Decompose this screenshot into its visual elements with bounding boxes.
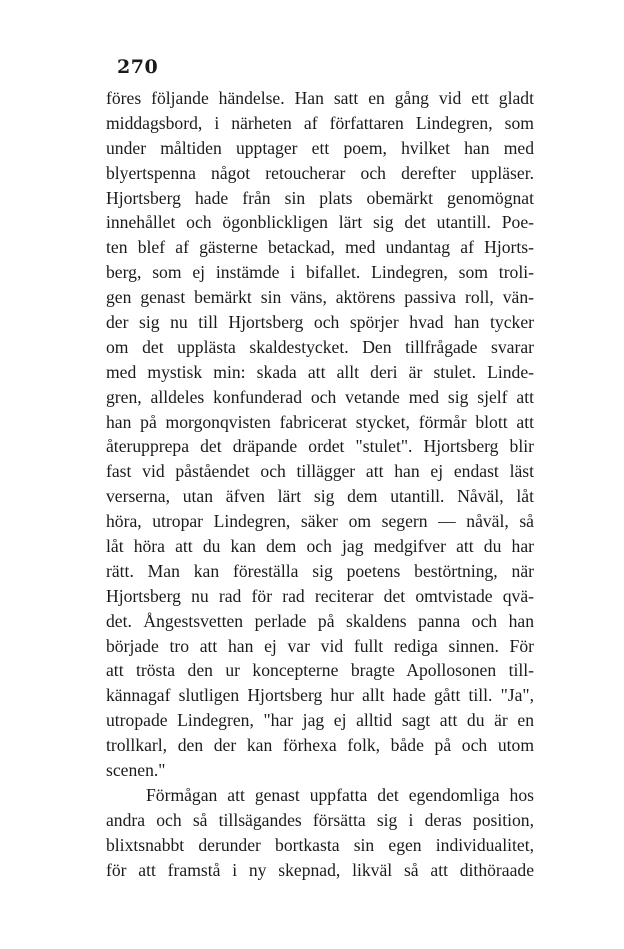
text-line: Hjortsberg nu rad för rad reciterar det omtvistade qvä-: [106, 585, 534, 606]
text-line: trollkarl, den der kan förhexa folk, både på och utom: [106, 735, 534, 756]
paragraph-end-line: scenen.": [106, 760, 166, 781]
text-line: verserna, utan äfven lärt sig dem utantill. Nåväl, låt: [106, 486, 534, 507]
text-line: blyertspenna något retoucherar och derefter uppläser.: [106, 162, 534, 183]
text-line: berg, som ej instämde i bifallet. Lindegren, som troli-: [106, 262, 534, 283]
text-line: att trösta den ur koncepterne bragte Apollosonen till-: [106, 660, 534, 681]
text-line: middagsbord, i närheten af författaren Lindegren, som: [106, 112, 534, 133]
text-line: gen genast bemärkt sin väns, aktörens passiva roll, vän-: [106, 287, 534, 308]
text-line: med mystisk min: skada att allt deri är stulet. Linde-: [106, 361, 534, 382]
text-line: kännagaf slutligen Hjortsberg hur allt hade gått till. "Ja",: [106, 685, 534, 706]
text-line: fast vid påståendet och tillägger att han ej endast läst: [106, 461, 534, 482]
text-line: låt höra att du kan dem och jag medgifver att du har: [106, 536, 534, 557]
text-line: Hjortsberg hade från sin plats obemärkt genomögnat: [106, 187, 534, 208]
text-line: blixtsnabbt derunder bortkasta sin egen individualitet,: [106, 834, 534, 855]
text-line: under måltiden upptager ett poem, hvilket han med: [106, 137, 534, 158]
text-line: det. Ångestsvetten perlade på skaldens panna och han: [106, 610, 534, 631]
text-line: andra och så tillsägandes försätta sig i deras position,: [106, 809, 534, 830]
text-line: höra, utropar Lindegren, säker om segern — nåväl, så: [106, 511, 534, 532]
text-line: ten blef af gästerne betackad, med undantag af Hjorts-: [106, 237, 534, 258]
text-line: gren, alldeles konfunderad och vetande med sig sjelf att: [106, 386, 534, 407]
text-line: der sig nu till Hjortsberg och spörjer hvad han tycker: [106, 312, 534, 333]
text-line: började tro att han ej var vid fullt rediga sinnen. För: [106, 635, 534, 656]
text-line: innehållet och ögonblickligen lärt sig det utantill. Poe-: [106, 212, 534, 233]
text-line: föres följande händelse. Han satt en gång vid ett gladt: [106, 88, 534, 108]
text-line: utropade Lindegren, "har jag ej alltid sagt att du är en: [106, 710, 534, 731]
text-line: om det upplästa skaldestycket. Den tillfrågade svarar: [106, 336, 534, 357]
body-text: [106, 86, 534, 883]
paragraph-start-line: Förmågan att genast uppfatta det egendomliga hos: [146, 784, 534, 805]
text-line: återupprepa det dräpande ordet "stulet". Hjortsberg blir: [106, 436, 534, 457]
page-number: 270: [117, 56, 159, 78]
text-line: rätt. Man kan föreställa sig poetens bestörtning, när: [106, 560, 534, 581]
text-line: för att framstå i ny skepnad, likväl så att dithöraade: [106, 859, 534, 880]
text-line: han på morgonqvisten fabricerat stycket, förmår blott att: [106, 411, 534, 432]
